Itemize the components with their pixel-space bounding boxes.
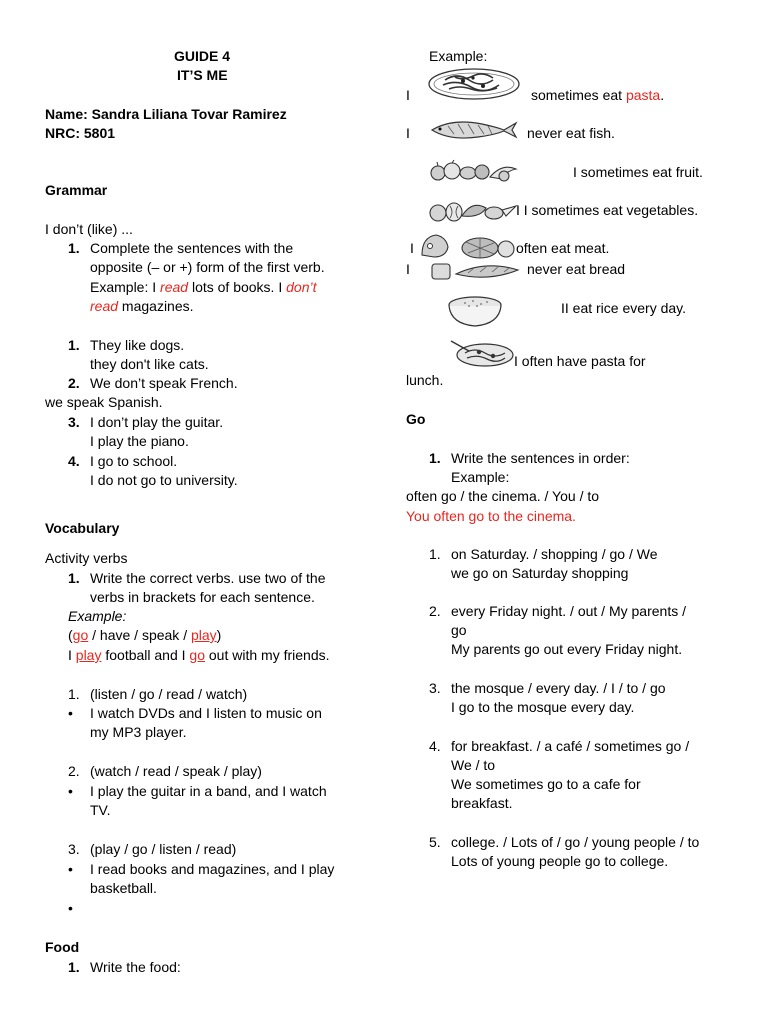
go-instr: Write the sentences in order: bbox=[451, 450, 630, 466]
food-line-prefix: I bbox=[406, 87, 410, 103]
vocabulary-item-answer-cont: my MP3 player. bbox=[90, 724, 187, 740]
go-item-answer: We sometimes go to a cafe for bbox=[451, 776, 641, 792]
food-line-fruit: I sometimes eat fruit. bbox=[573, 164, 703, 180]
go-item-question: the mosque / every day. / I / to / go bbox=[451, 680, 666, 696]
vocabulary-example-sentence: I play football and I go out with my friends. bbox=[68, 647, 330, 663]
food-line-vegetables: I I sometimes eat vegetables. bbox=[516, 202, 699, 218]
vocabulary-sub: Activity verbs bbox=[45, 550, 128, 566]
grammar-item-text: We don’t speak French. bbox=[90, 375, 238, 391]
food-heading: Food bbox=[45, 939, 80, 955]
grammar-intro: I don’t (like) ... bbox=[45, 221, 133, 237]
grammar-instr-line: opposite (– or +) form of the first verb. bbox=[90, 259, 325, 275]
grammar-item-answer: I do not go to university. bbox=[90, 472, 238, 488]
vocabulary-item-answer: • I watch DVDs and I listen to music on bbox=[90, 704, 322, 723]
vocabulary-instr-num: 1. bbox=[68, 570, 80, 586]
student-name: Name: Sandra Liliana Tovar Ramirez bbox=[45, 106, 287, 122]
go-item-answer: I go to the mosque every day. bbox=[451, 699, 635, 715]
fish-icon bbox=[428, 118, 520, 142]
go-item-question: every Friday night. / out / My parents / bbox=[451, 603, 686, 619]
bread-icon bbox=[430, 260, 520, 282]
food-line-pasta-cont: lunch. bbox=[406, 372, 444, 388]
grammar-item-answer: I play the piano. bbox=[90, 433, 189, 449]
food-line-pasta: I often have pasta for bbox=[514, 353, 646, 369]
vocabulary-item-answer: • I read books and magazines, and I play bbox=[90, 860, 334, 879]
rice-bowl-icon bbox=[445, 293, 505, 329]
grammar-heading: Grammar bbox=[45, 182, 108, 198]
guide-title: GUIDE 4 bbox=[174, 48, 231, 64]
vocabulary-item-answer-cont: TV. bbox=[90, 802, 111, 818]
vocabulary-item-options: (watch / read / speak / play) bbox=[90, 763, 262, 779]
vocabulary-heading: Vocabulary bbox=[45, 520, 120, 536]
food-line-rice: II eat rice every day. bbox=[561, 300, 687, 316]
food-example-sentence: sometimes eat pasta. bbox=[531, 87, 665, 103]
student-nrc: NRC: 5801 bbox=[45, 125, 116, 141]
go-item-answer-cont: breakfast. bbox=[451, 795, 513, 811]
grammar-instr-num: 1. bbox=[68, 240, 80, 256]
grammar-item-num: 1. bbox=[68, 337, 80, 353]
go-item-answer: My parents go out every Friday night. bbox=[451, 641, 683, 657]
vocabulary-item-answer: • I play the guitar in a band, and I watch bbox=[90, 782, 327, 801]
go-item-question: college. / Lots of / go / young people / to bbox=[451, 834, 700, 850]
food-line-bread: never eat bread bbox=[527, 261, 626, 277]
grammar-example: Example: I read lots of books. I don’t bbox=[90, 279, 317, 295]
grammar-item-num: 2. bbox=[68, 375, 80, 391]
vocabulary-example-options: (go / have / speak / play) bbox=[68, 627, 222, 643]
go-heading: Go bbox=[406, 411, 426, 427]
vocabulary-instr-line: Write the correct verbs. use two of the bbox=[90, 570, 326, 586]
food-line-fish: never eat fish. bbox=[527, 125, 615, 141]
go-item-answer: we go on Saturday shopping bbox=[451, 565, 629, 581]
vocabulary-item-num: 1. bbox=[68, 686, 80, 702]
grammar-item-num: 3. bbox=[68, 414, 80, 430]
go-example-answer: You often go to the cinema. bbox=[406, 508, 576, 524]
food-line-prefix: I bbox=[406, 261, 410, 277]
go-item-question-cont: go bbox=[451, 622, 467, 638]
food-line-prefix: I bbox=[406, 125, 410, 141]
vocabulary-item-options: (play / go / listen / read) bbox=[90, 841, 237, 857]
go-example-question: often go / the cinema. / You / to bbox=[406, 488, 600, 504]
food-example-label: Example: bbox=[429, 48, 488, 64]
go-item-num: 2. bbox=[429, 603, 441, 619]
go-item-question-cont: We / to bbox=[451, 757, 496, 773]
vocabulary-item-num: 2. bbox=[68, 763, 80, 779]
vocabulary-item-num: 3. bbox=[68, 841, 80, 857]
grammar-item-num: 4. bbox=[68, 453, 80, 469]
grammar-item-text: I go to school. bbox=[90, 453, 178, 469]
meat-icon bbox=[418, 233, 518, 261]
food-instr-num: 1. bbox=[68, 959, 80, 975]
vocabulary-item-options: (listen / go / read / watch) bbox=[90, 686, 248, 702]
grammar-item-answer: we speak Spanish. bbox=[45, 394, 163, 410]
food-line-meat: often eat meat. bbox=[516, 240, 610, 256]
grammar-item-text: I don’t play the guitar. bbox=[90, 414, 224, 430]
food-instr: Write the food: bbox=[90, 959, 181, 975]
vegetables-icon bbox=[428, 198, 518, 224]
pasta-dish-icon bbox=[449, 337, 517, 369]
food-line-prefix: I bbox=[410, 240, 414, 256]
go-instr-num: 1. bbox=[429, 450, 441, 466]
go-item-num: 1. bbox=[429, 546, 441, 562]
vocabulary-example-label: Example: bbox=[68, 608, 127, 624]
guide-subtitle: IT’S ME bbox=[177, 67, 228, 83]
grammar-item-answer: they don't like cats. bbox=[90, 356, 209, 372]
pasta-plate-icon bbox=[427, 66, 521, 102]
vocabulary-item-answer-cont: basketball. bbox=[90, 880, 157, 896]
vocabulary-instr-line: verbs in brackets for each sentence. bbox=[90, 589, 315, 605]
go-item-num: 5. bbox=[429, 834, 441, 850]
grammar-item-text: They like dogs. bbox=[90, 337, 185, 353]
fruit-icon bbox=[428, 159, 520, 183]
grammar-instr-line: Complete the sentences with the bbox=[90, 240, 294, 256]
go-item-question: on Saturday. / shopping / go / We bbox=[451, 546, 658, 562]
go-item-num: 3. bbox=[429, 680, 441, 696]
go-item-question: for breakfast. / a café / sometimes go / bbox=[451, 738, 690, 754]
go-item-num: 4. bbox=[429, 738, 441, 754]
go-example-label: Example: bbox=[451, 469, 510, 485]
go-item-answer: Lots of young people go to college. bbox=[451, 853, 669, 869]
grammar-example-cont: read magazines. bbox=[90, 298, 194, 314]
